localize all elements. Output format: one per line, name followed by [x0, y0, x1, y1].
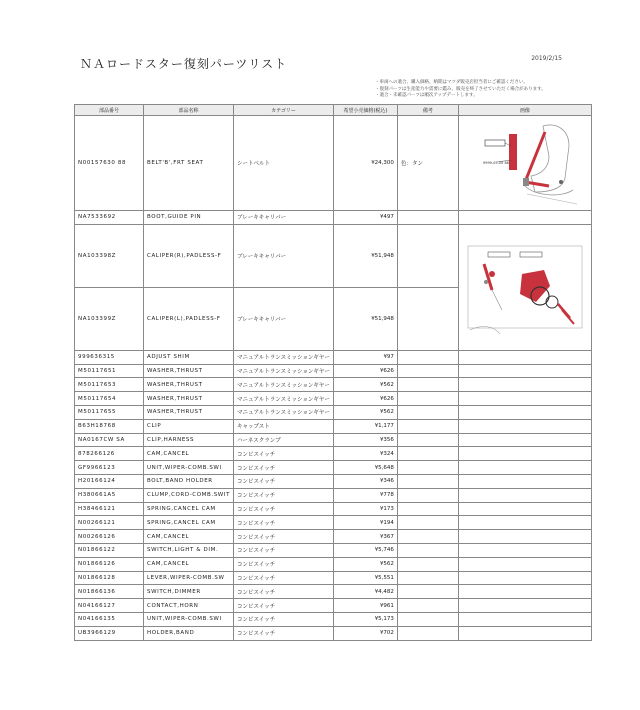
note-line: ・適合・未確認パーツは順次アップデートします。: [375, 93, 478, 98]
table-row: [75, 433, 592, 447]
price-cell: ¥5,746: [333, 543, 397, 557]
price-cell: ¥497: [333, 211, 397, 225]
remarks-cell: [397, 626, 458, 640]
price-cell: ¥5,173: [333, 612, 397, 626]
part-name-cell: WASHER,THRUST: [144, 405, 234, 419]
price-cell: ¥24,300: [333, 116, 397, 211]
image-cell: [458, 516, 591, 530]
seatbelt-diagram-image: [465, 116, 585, 208]
table-row: [75, 530, 592, 544]
image-cell: [458, 557, 591, 571]
remarks-cell: [397, 474, 458, 488]
part-name-cell: CAM,CANCEL: [144, 447, 234, 461]
category-cell: コンビスイッチ: [234, 599, 334, 613]
price-cell: ¥4,482: [333, 585, 397, 599]
part-number-cell: 999636315: [75, 350, 144, 364]
category-cell: コンビスイッチ: [234, 612, 334, 626]
table-row: [75, 612, 592, 626]
header-price: 希望小売価格(税込): [333, 105, 397, 116]
page-title: ＮＡロードスター復刻パーツリスト: [80, 57, 288, 71]
image-cell: [458, 599, 591, 613]
price-cell: ¥626: [333, 364, 397, 378]
category-cell: コンビスイッチ: [234, 530, 334, 544]
image-cell: [458, 474, 591, 488]
remarks-cell: [397, 224, 458, 287]
part-name-cell: BOOT,GUIDE PIN: [144, 211, 234, 225]
header-category: カテゴリー: [234, 105, 334, 116]
price-cell: ¥51,948: [333, 224, 397, 287]
category-cell: マニュアルトランスミッションギヤー: [234, 378, 334, 392]
document-date: 2019/2/15: [531, 55, 562, 62]
table-row: [75, 543, 592, 557]
image-cell: [458, 392, 591, 406]
remarks-cell: [397, 488, 458, 502]
part-number-cell: N04166127: [75, 599, 144, 613]
part-number-cell: UB3966129: [75, 626, 144, 640]
table-row: [75, 557, 592, 571]
image-cell: [458, 502, 591, 516]
part-number-cell: N01866128: [75, 571, 144, 585]
part-number-cell: M50117651: [75, 364, 144, 378]
table-header-row: [75, 105, 592, 116]
table-row: [75, 419, 592, 433]
part-number-cell: H38466121: [75, 502, 144, 516]
remarks-cell: [397, 405, 458, 419]
table-row: [75, 488, 592, 502]
category-cell: ブレーキキャリパー: [234, 211, 334, 225]
part-name-cell: CLIP: [144, 419, 234, 433]
part-name-cell: SPRING,CANCEL CAM: [144, 502, 234, 516]
part-number-cell: NA7533692: [75, 211, 144, 225]
header-part-number: 部品番号: [75, 105, 144, 116]
category-cell: コンビスイッチ: [234, 626, 334, 640]
price-cell: ¥961: [333, 599, 397, 613]
category-cell: ブレーキキャリパー: [234, 287, 334, 350]
price-cell: ¥346: [333, 474, 397, 488]
image-cell: [458, 350, 591, 364]
part-number-cell: N00157630 88: [75, 116, 144, 211]
svg-text:9999-05-00 88: 9999-05-00 88: [482, 161, 509, 165]
part-name-cell: UNIT,WIPER-COMB.SWI: [144, 612, 234, 626]
part-name-cell: SPRING,CANCEL CAM: [144, 516, 234, 530]
part-number-cell: NA103398Z: [75, 224, 144, 287]
price-cell: ¥356: [333, 433, 397, 447]
remarks-cell: [397, 557, 458, 571]
category-cell: マニュアルトランスミッションギヤー: [234, 350, 334, 364]
price-cell: ¥562: [333, 378, 397, 392]
part-name-cell: SWITCH,DIMMER: [144, 585, 234, 599]
part-number-cell: 878266126: [75, 447, 144, 461]
remarks-cell: [397, 392, 458, 406]
price-cell: ¥324: [333, 447, 397, 461]
part-number-cell: NA0167CW SA: [75, 433, 144, 447]
header-remarks: 備考: [397, 105, 458, 116]
category-cell: マニュアルトランスミッションギヤー: [234, 392, 334, 406]
parts-table: [74, 104, 592, 641]
price-cell: ¥51,948: [333, 287, 397, 350]
image-cell: [458, 378, 591, 392]
image-cell: [458, 585, 591, 599]
part-name-cell: WASHER,THRUST: [144, 378, 234, 392]
category-cell: マニュアルトランスミッションギヤー: [234, 405, 334, 419]
price-cell: ¥173: [333, 502, 397, 516]
category-cell: コンビスイッチ: [234, 516, 334, 530]
table-row: [75, 224, 592, 287]
table-row: [75, 350, 592, 364]
part-number-cell: H380661A5: [75, 488, 144, 502]
part-number-cell: NA103399Z: [75, 287, 144, 350]
category-cell: コンビスイッチ: [234, 502, 334, 516]
category-cell: コンビスイッチ: [234, 474, 334, 488]
table-row: [75, 599, 592, 613]
price-cell: ¥702: [333, 626, 397, 640]
remarks-cell: [397, 211, 458, 225]
table-row: [75, 405, 592, 419]
table-row: [75, 116, 592, 211]
notes: [375, 80, 546, 100]
remarks-cell: [397, 530, 458, 544]
part-name-cell: WASHER,THRUST: [144, 364, 234, 378]
table-row: [75, 516, 592, 530]
category-cell: コンビスイッチ: [234, 557, 334, 571]
table-row: [75, 626, 592, 640]
category-cell: ハーネスクランプ: [234, 433, 334, 447]
table-row: [75, 461, 592, 475]
price-cell: ¥5,648: [333, 461, 397, 475]
part-name-cell: SWITCH,LIGHT & DIM.: [144, 543, 234, 557]
image-cell: [458, 447, 591, 461]
image-cell: [458, 364, 591, 378]
part-number-cell: H20166124: [75, 474, 144, 488]
header-image: 画像: [458, 105, 591, 116]
part-number-cell: GF9966123: [75, 461, 144, 475]
price-cell: ¥778: [333, 488, 397, 502]
category-cell: キャップスト: [234, 419, 334, 433]
remarks-cell: [397, 447, 458, 461]
category-cell: コンビスイッチ: [234, 447, 334, 461]
table-row: [75, 474, 592, 488]
part-number-cell: N04166135: [75, 612, 144, 626]
image-cell: [458, 543, 591, 557]
part-name-cell: WASHER,THRUST: [144, 392, 234, 406]
part-number-cell: N01866126: [75, 557, 144, 571]
part-name-cell: UNIT,WIPER-COMB.SWI: [144, 461, 234, 475]
remarks-cell: [397, 502, 458, 516]
part-number-cell: N01866122: [75, 543, 144, 557]
image-cell: [458, 626, 591, 640]
image-cell: [458, 433, 591, 447]
image-cell: [458, 405, 591, 419]
part-number-cell: N00266126: [75, 530, 144, 544]
price-cell: ¥367: [333, 530, 397, 544]
part-name-cell: CAM,CANCEL: [144, 530, 234, 544]
image-cell: [458, 211, 591, 225]
part-number-cell: M50117654: [75, 392, 144, 406]
part-name-cell: HOLDER,BAND: [144, 626, 234, 640]
remarks-cell: [397, 612, 458, 626]
table-row: [75, 585, 592, 599]
part-number-cell: N01866136: [75, 585, 144, 599]
table-row: [75, 571, 592, 585]
category-cell: シートベルト: [234, 116, 334, 211]
table-row: [75, 502, 592, 516]
part-name-cell: CALIPER(L),PADLESS-F: [144, 287, 234, 350]
note-line: ・復刻パーツは生産能力や需要に鑑み、販売を終了させていただく場合があります。: [375, 86, 546, 92]
table-row: [75, 378, 592, 392]
image-cell: [458, 488, 591, 502]
price-cell: ¥562: [333, 405, 397, 419]
table-row: [75, 211, 592, 225]
remarks-cell: 色：タン: [397, 116, 458, 211]
part-number-cell: M50117653: [75, 378, 144, 392]
image-cell: [458, 224, 591, 350]
remarks-cell: [397, 419, 458, 433]
image-cell: [458, 116, 591, 211]
table-row: [75, 392, 592, 406]
image-cell: [458, 571, 591, 585]
part-name-cell: CLUMP,CORD-COMB.SWIT: [144, 488, 234, 502]
price-cell: ¥194: [333, 516, 397, 530]
remarks-cell: [397, 364, 458, 378]
remarks-cell: [397, 599, 458, 613]
part-name-cell: CALIPER(R),PADLESS-F: [144, 224, 234, 287]
part-name-cell: CONTACT,HORN: [144, 599, 234, 613]
part-name-cell: BELT'B',FRT SEAT: [144, 116, 234, 211]
part-name-cell: LEVER,WIPER-COMB.SW: [144, 571, 234, 585]
table-row: [75, 447, 592, 461]
caliper-diagram-image: [462, 230, 588, 342]
part-name-cell: ADJUST SHIM: [144, 350, 234, 364]
part-number-cell: N00266121: [75, 516, 144, 530]
part-number-cell: M50117655: [75, 405, 144, 419]
image-cell: [458, 419, 591, 433]
remarks-cell: [397, 433, 458, 447]
category-cell: コンビスイッチ: [234, 488, 334, 502]
image-cell: [458, 461, 591, 475]
category-cell: コンビスイッチ: [234, 571, 334, 585]
remarks-cell: [397, 461, 458, 475]
note-line: ・車両への適合、購入価格、納期はマツダ販売店担当者にご確認ください。: [375, 80, 528, 85]
category-cell: コンビスイッチ: [234, 461, 334, 475]
price-cell: ¥5,551: [333, 571, 397, 585]
table-row: [75, 364, 592, 378]
remarks-cell: [397, 585, 458, 599]
price-cell: ¥626: [333, 392, 397, 406]
category-cell: ブレーキキャリパー: [234, 224, 334, 287]
remarks-cell: [397, 516, 458, 530]
image-cell: [458, 612, 591, 626]
part-name-cell: CLIP,HARNESS: [144, 433, 234, 447]
header-part-name: 部品名称: [144, 105, 234, 116]
category-cell: マニュアルトランスミッションギヤー: [234, 364, 334, 378]
category-cell: コンビスイッチ: [234, 543, 334, 557]
remarks-cell: [397, 571, 458, 585]
category-cell: コンビスイッチ: [234, 585, 334, 599]
remarks-cell: [397, 378, 458, 392]
price-cell: ¥97: [333, 350, 397, 364]
image-cell: [458, 530, 591, 544]
part-name-cell: CAM,CANCEL: [144, 557, 234, 571]
part-name-cell: BOLT,BAND HOLDER: [144, 474, 234, 488]
remarks-cell: [397, 543, 458, 557]
price-cell: ¥562: [333, 557, 397, 571]
price-cell: ¥1,177: [333, 419, 397, 433]
remarks-cell: [397, 287, 458, 350]
remarks-cell: [397, 350, 458, 364]
part-number-cell: B63H18768: [75, 419, 144, 433]
